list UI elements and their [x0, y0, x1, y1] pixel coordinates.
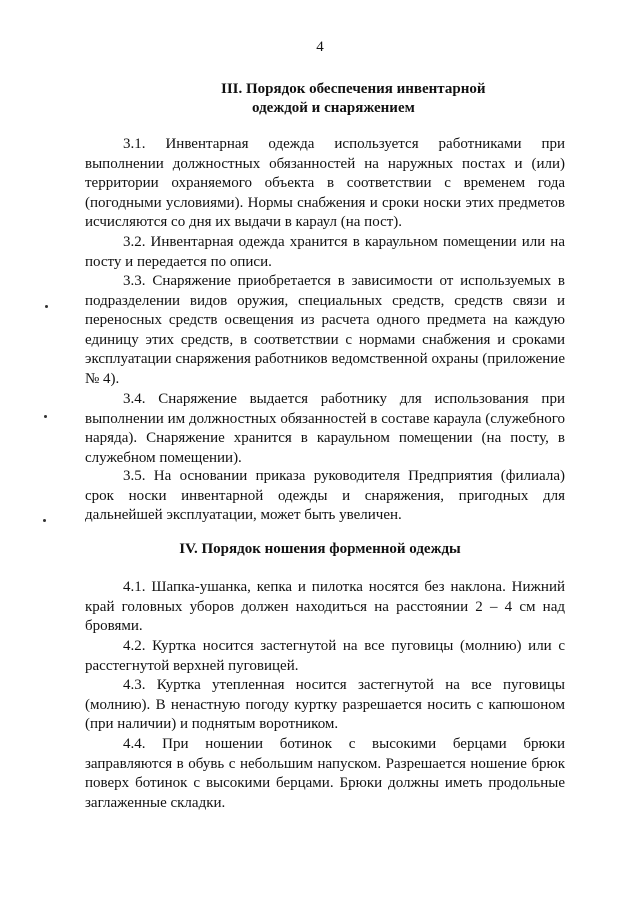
page-number: 4	[316, 39, 324, 55]
paragraph-3-5: 3.5. На основании приказа руководителя Предприятия (филиала) срок носки инвентарной одежды и снаряжения, пригодных для дальнейшей эксплуатации, может быть увеличен.	[85, 468, 565, 523]
section-3-title-line-2: одеждой и снаряжением	[252, 100, 415, 116]
paragraph-3-4: 3.4. Снаряжение выдается работнику для использования при выполнении им должностных обязанностей в составе караула (служебного наряда). Снаряжение хранится в караульном помещении (на посту, в служебном помещении).	[85, 391, 565, 466]
paragraph-3-3: 3.3. Снаряжение приобретается в зависимости от используемых в подразделении видов оружия, специальных средств, средств связи и переносных средств освещения из расчета одного предмета на каждую единицу этих средств, в соответствии с нормами снабжения и сроками эксплуатации снаряжения работников ведомственной охраны (приложение № 4).	[85, 273, 565, 387]
scan-speck	[43, 519, 46, 522]
paragraph-3-1: 3.1. Инвентарная одежда используется работниками при выполнении должностных обязанностей на наружных постах и (или) территории охраняемого объекта в соответствии с временем года (погодными условиями). Нормы снабжения и сроки носки этих предметов исчисляются со дня их выдачи в караул (на пост).	[85, 136, 565, 230]
section-4-title: IV. Порядок ношения форменной одежды	[179, 541, 461, 557]
paragraph-4-3: 4.3. Куртка утепленная носится застегнутой на все пуговицы (молнию). В ненастную погоду куртку разрешается носить с капюшоном (при наличии) и поднятым воротником.	[85, 677, 565, 732]
scan-speck	[44, 415, 47, 418]
paragraph-4-2: 4.2. Куртка носится застегнутой на все пуговицы (молнию) или с расстегнутой верхней пуговицей.	[85, 638, 565, 674]
paragraph-4-1: 4.1. Шапка-ушанка, кепка и пилотка носятся без наклона. Нижний край головных уборов должен находиться на расстоянии 2 – 4 см над бровями.	[85, 579, 565, 634]
scan-speck	[45, 305, 48, 308]
paragraph-4-4: 4.4. При ношении ботинок с высокими берцами брюки заправляются в обувь с небольшим напуском. Разрешается ношение брюк поверх ботинок с высокими берцами. Брюки должны иметь продольные заглаженные складки.	[85, 736, 565, 811]
paragraph-3-2: 3.2. Инвентарная одежда хранится в караульном помещении или на посту и передается по описи.	[85, 234, 565, 270]
section-3-title-line-1: III. Порядок обеспечения инвентарной	[221, 81, 486, 97]
